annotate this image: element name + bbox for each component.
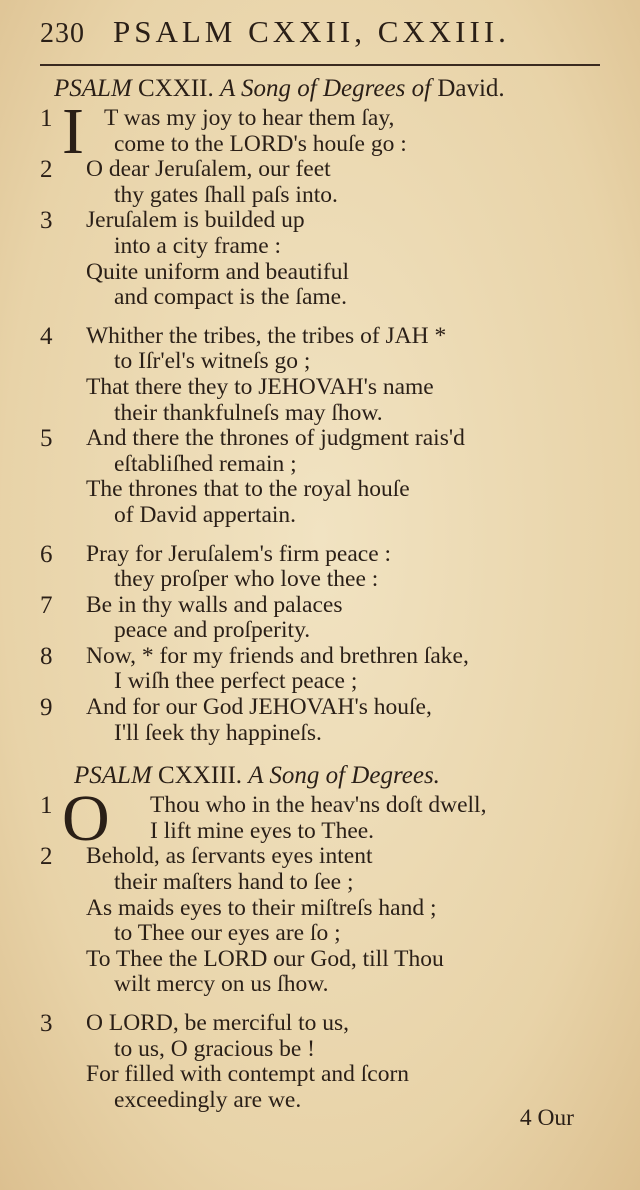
verse-line: to Thee our eyes are ſo ; <box>114 920 341 947</box>
psalm-122-heading-title: PSALM <box>54 75 132 102</box>
verse-line: of David appertain. <box>114 501 297 528</box>
psalm-122-heading <box>54 72 600 106</box>
verse-number: 1 <box>40 792 53 820</box>
drop-cap: O <box>62 782 110 856</box>
verse-line: I lift mine eyes to Thee. <box>150 817 375 844</box>
verse <box>40 95 600 168</box>
verse-line: The thrones that to the royal houſe <box>86 476 410 503</box>
verse-line: their thankfulneſs may ſhow. <box>114 399 383 426</box>
verse-line: Thou who in the heav'ns doſt dwell, <box>150 792 487 819</box>
running-title: PSALM CXXII, CXXIII. <box>113 14 510 49</box>
verse-line: eſtabliſhed remain ; <box>114 450 297 477</box>
header-rule <box>40 64 600 66</box>
verse-line: To Thee the LORD our God, till Thou <box>86 945 444 972</box>
stanza-gap <box>40 529 600 542</box>
running-head <box>40 14 600 64</box>
verse <box>40 542 600 593</box>
verse-number: 5 <box>40 425 53 453</box>
verse-line: I'll ſeek thy happineſs. <box>114 719 322 746</box>
verse-line: O LORD, be merciful to us, <box>86 1010 350 1036</box>
verse-line: Jeruſalem is builded up <box>86 207 305 234</box>
psalm-123-heading-number: CXXIII. <box>158 762 243 790</box>
verse <box>40 644 600 695</box>
verse-line: Behold, as ſervants eyes intent <box>86 843 373 870</box>
psalm-122-heading-subtitle: A Song of Degrees of <box>219 75 432 102</box>
verse-line: to us, O gracious be ! <box>114 1035 316 1062</box>
verse-line: wilt mercy on us ſhow. <box>114 971 329 998</box>
verse-line: O dear Jeruſalem, our feet <box>86 156 331 183</box>
verse-number: 3 <box>40 1010 53 1037</box>
verse-line: Be in thy walls and palaces <box>86 591 343 618</box>
psalm-122-heading-number: CXXII. <box>138 75 214 102</box>
psalm-123-heading <box>74 759 600 793</box>
verse-line: and compact is the ſame. <box>114 284 347 311</box>
stanza-gap <box>40 311 600 324</box>
verse-line: For filled with contempt and ſcorn <box>86 1061 410 1088</box>
stanza-gap <box>40 746 600 759</box>
verse-line: And there the thrones of judgment rais'd <box>86 425 465 452</box>
verse <box>40 426 600 528</box>
drop-cap: I <box>62 95 84 168</box>
verse-number: 1 <box>40 105 53 132</box>
verse-line: That there they to JEHOVAH's name <box>86 373 434 400</box>
verse <box>40 695 600 746</box>
verse-number: 9 <box>40 694 53 722</box>
verse-number: 4 <box>40 322 53 350</box>
verse-line: T was my joy to hear them ſay, <box>104 105 395 131</box>
verse <box>40 1011 600 1113</box>
verse-line: peace and proſperity. <box>114 617 311 644</box>
verse-line: their maſters hand to ſee ; <box>114 869 354 896</box>
verse <box>40 844 600 998</box>
verse-line: Pray for Jeruſalem's firm peace : <box>86 540 392 567</box>
verse-line: Now, * for my friends and brethren ſake, <box>86 642 469 669</box>
verse-line: And for our God JEHOVAH's houſe, <box>86 694 432 721</box>
verse <box>40 324 600 426</box>
verse-line: As maids eyes to their miſtreſs hand ; <box>86 894 437 921</box>
verse-number: 2 <box>40 156 53 184</box>
psalm-123-heading-title: PSALM <box>74 762 152 790</box>
verse-line: thy gates ſhall paſs into. <box>114 181 338 208</box>
page-number: 230 <box>40 18 85 49</box>
verse <box>40 593 600 644</box>
verse-line: Whither the tribes, the tribes of JAH * <box>86 322 447 349</box>
psalm-123-heading-subtitle: A Song of Degrees. <box>248 762 440 790</box>
verse-line: Quite uniform and beautiful <box>86 258 349 285</box>
catchword: 4 Our <box>519 1105 574 1131</box>
verse-line: I wiſh thee perfect peace ; <box>114 668 358 695</box>
verse <box>40 782 600 856</box>
verse-number: 3 <box>40 207 53 235</box>
verse-number: 2 <box>40 843 53 871</box>
verse-line: into a city frame : <box>114 232 282 259</box>
psalm-122-heading-name: David. <box>437 75 505 102</box>
verse-number: 8 <box>40 642 53 670</box>
verse-line: to Iſr'el's witneſs go ; <box>114 348 311 375</box>
verse-number: 7 <box>40 591 53 619</box>
verse-line: exceedingly are we. <box>114 1086 302 1113</box>
verse <box>40 208 600 310</box>
verse <box>40 157 600 208</box>
verse-line: come to the LORD's houſe go : <box>114 130 407 157</box>
verse-line: they proſper who love thee : <box>114 566 379 593</box>
verse-number: 6 <box>40 540 53 568</box>
